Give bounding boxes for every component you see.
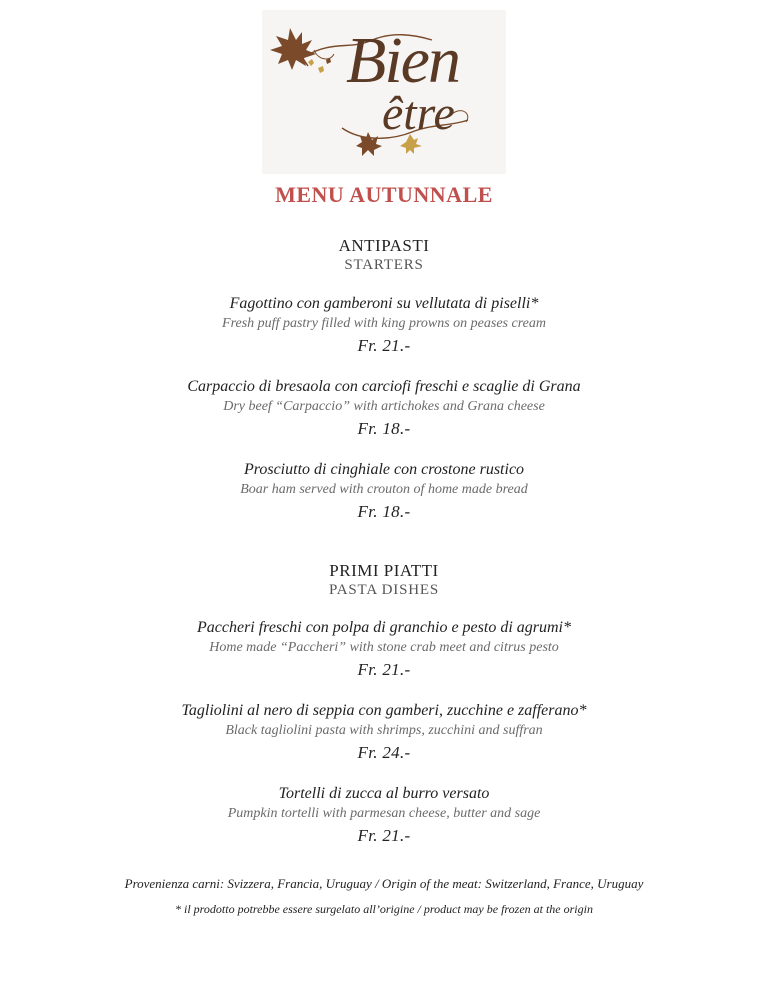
section-header-antipasti [0,236,768,274]
dish-name-it: Paccheri freschi con polpa di granchio e pesto di agrumi* [196,619,571,636]
dish-item [0,701,768,765]
dish-name-it: Tagliolini al nero di seppia con gamberi, zucchine e zafferano* [181,702,587,719]
dish-price: Fr. 21.- [357,826,411,845]
dish-price: Fr. 24.- [357,743,411,762]
footer-meat-origin: Provenienza carni: Svizzera, Francia, Uruguay / Origin of the meat: Switzerland, France, Uruguay [124,876,644,891]
dish-item [0,377,768,441]
footer-frozen-note: * il prodotto potrebbe essere surgelato all’origine / product may be frozen at the origin [175,902,593,916]
dish-item [0,618,768,682]
dish-name-en: Pumpkin tortelli with parmesan cheese, butter and sage [227,806,541,821]
dish-price: Fr. 18.- [357,502,411,521]
dish-name-en: Dry beef “Carpaccio” with artichokes and Grana cheese [223,399,545,414]
section-title-it: PRIMI PIATTI [329,561,439,580]
dish-price: Fr. 21.- [357,660,411,679]
section-title-it: ANTIPASTI [338,236,430,255]
dish-item [0,784,768,848]
dish-name-en: Home made “Paccheri” with stone crab meet and citrus pesto [209,640,559,655]
dish-name-it: Tortelli di zucca al burro versato [278,785,490,802]
dish-name-it: Prosciutto di cinghiale con crostone rustico [243,461,525,478]
dish-item [0,294,768,358]
menu-title: MENU AUTUNNALE [275,182,493,207]
bien-etre-logo [262,10,506,174]
dish-item [0,460,768,524]
section-header-primi-piatti [0,561,768,599]
dish-name-it: Carpaccio di bresaola con carciofi freschi e scaglie di Grana [187,378,581,395]
dish-name-it: Fagottino con gamberoni su vellutata di piselli* [229,295,539,312]
logo-wordmark-bien: Bien [346,24,459,97]
dish-price: Fr. 21.- [357,336,411,355]
dish-name-en: Fresh puff pastry filled with king prowns on peases cream [222,316,546,331]
section-title-en: PASTA DISHES [329,582,439,598]
dish-name-en: Boar ham served with crouton of home made bread [240,482,528,497]
logo-wordmark-etre: être [382,87,455,140]
dish-price: Fr. 18.- [357,419,411,438]
dish-name-en: Black tagliolini pasta with shrimps, zucchini and suffran [225,723,543,738]
section-title-en: STARTERS [344,257,424,273]
